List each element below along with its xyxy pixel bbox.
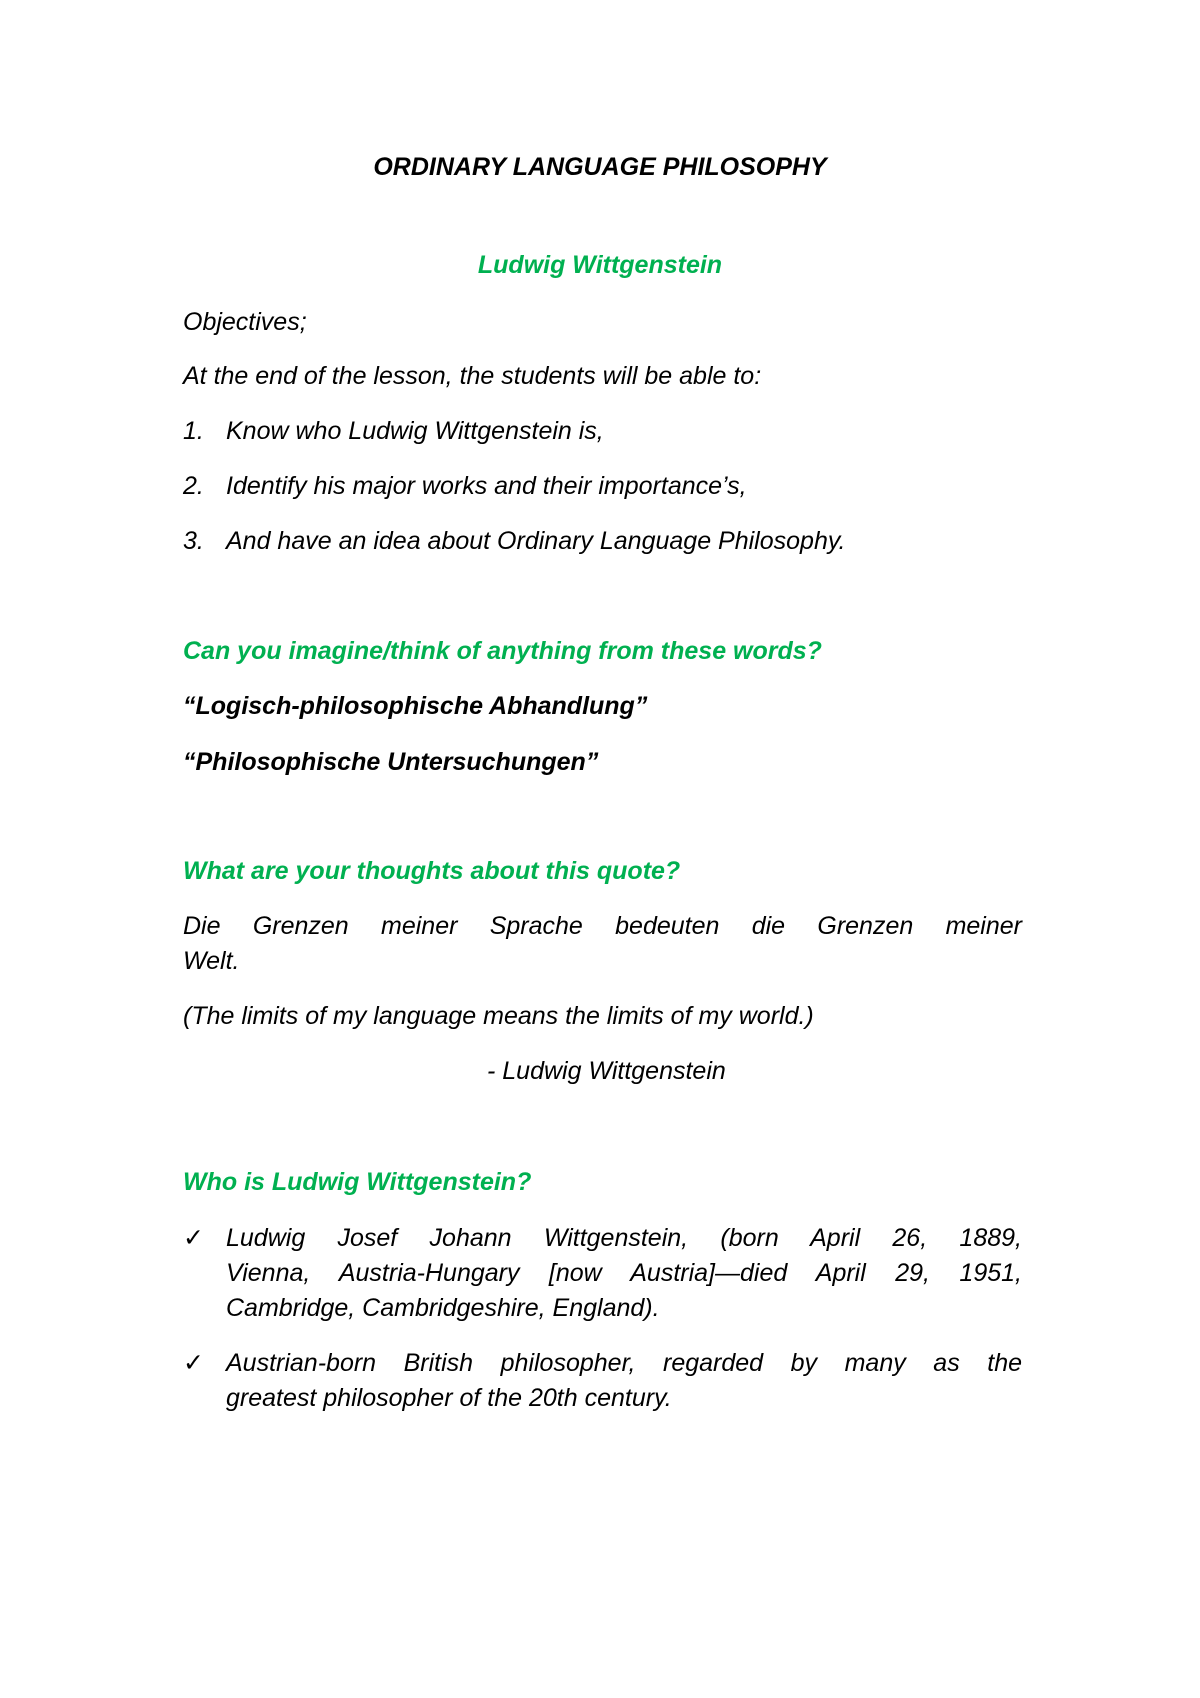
list-number: 1. <box>183 417 204 445</box>
checkmark-icon: ✓ <box>183 1348 204 1377</box>
quote-line-2: Welt. <box>183 947 240 975</box>
bullet-line: Ludwig Josef Johann Wittgenstein, (born April 26, 1889, <box>226 1224 1022 1252</box>
checkmark-icon: ✓ <box>183 1223 204 1252</box>
section-heading-question1: Can you imagine/think of anything from these words? <box>183 637 822 665</box>
bullet-line: Vienna, Austria-Hungary [now Austria]—died April 29, 1951, <box>226 1259 1022 1287</box>
document-title: ORDINARY LANGUAGE PHILOSOPHY <box>373 153 827 181</box>
bullet-line: Austrian-born British philosopher, regarded by many as the <box>226 1349 1022 1377</box>
quote-translation: (The limits of my language means the limits of my world.) <box>183 1002 814 1030</box>
list-number: 2. <box>183 472 204 500</box>
bullet-line: greatest philosopher of the 20th century. <box>226 1384 672 1412</box>
work-title-1: “Logisch-philosophische Abhandlung” <box>183 692 648 720</box>
list-text: Know who Ludwig Wittgenstein is, <box>226 417 604 445</box>
quote-line-1: Die Grenzen meiner Sprache bedeuten die Grenzen meiner <box>183 912 1022 940</box>
list-number: 3. <box>183 527 204 555</box>
list-text: And have an idea about Ordinary Language Philosophy. <box>226 527 846 555</box>
section-heading-question3: Who is Ludwig Wittgenstein? <box>183 1168 532 1196</box>
objectives-label: Objectives; <box>183 308 307 336</box>
quote-attribution: - Ludwig Wittgenstein <box>487 1057 726 1085</box>
work-title-2: “Philosophische Untersuchungen” <box>183 748 599 776</box>
list-text: Identify his major works and their importance’s, <box>226 472 747 500</box>
subtitle-name: Ludwig Wittgenstein <box>477 251 723 279</box>
objectives-intro: At the end of the lesson, the students will be able to: <box>183 362 762 390</box>
section-heading-question2: What are your thoughts about this quote? <box>183 857 681 885</box>
bullet-line: Cambridge, Cambridgeshire, England). <box>226 1294 660 1322</box>
